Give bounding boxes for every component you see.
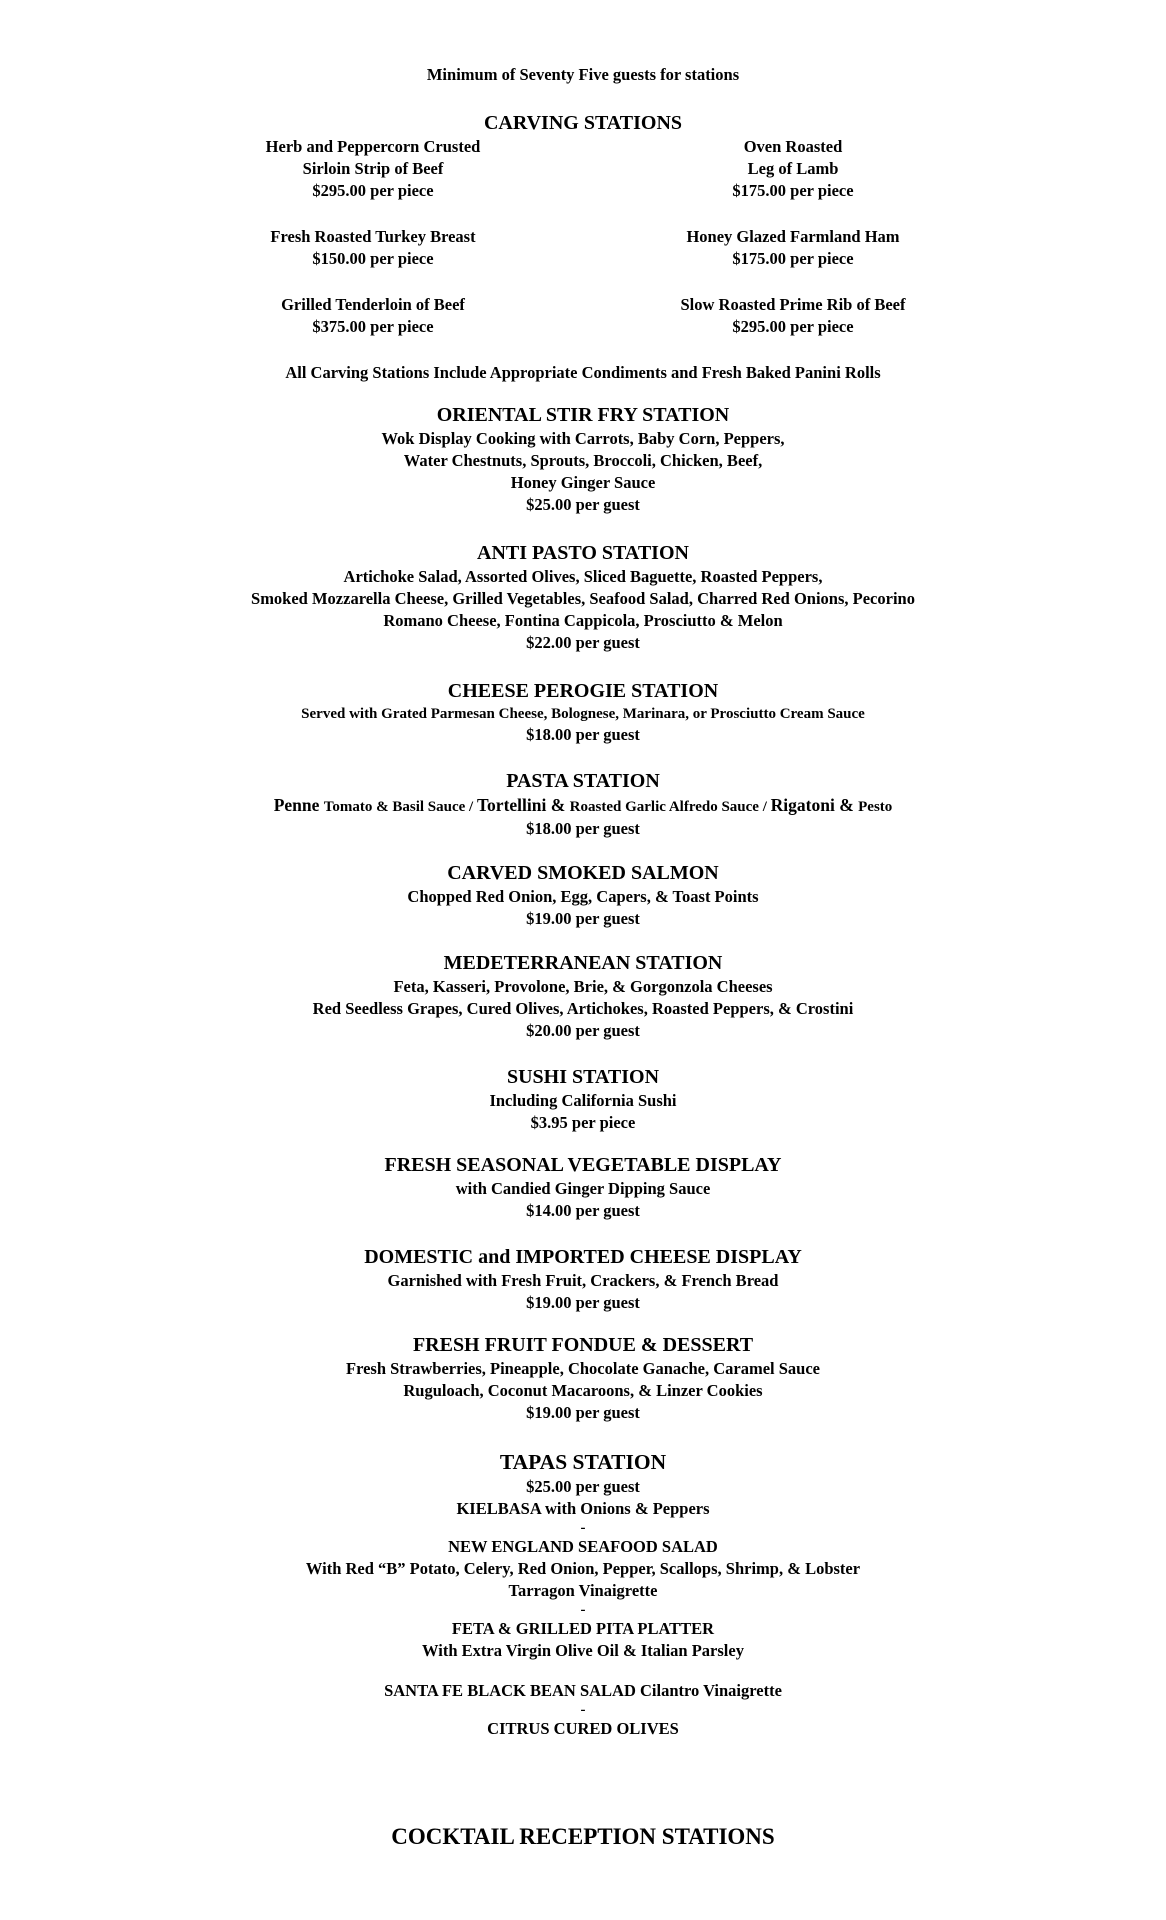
station-title: FRESH FRUIT FONDUE & DESSERT [412, 1334, 754, 1356]
station-title: CARVED SMOKED SALMON [447, 862, 719, 884]
station-line: Served with Grated Parmesan Cheese, Bolognese, Marinara, or Prosciutto Cream Sauce [301, 706, 865, 722]
station-oriental-stir-fry [0, 402, 1166, 516]
station-line: Red Seedless Grapes, Cured Olives, Artichokes, Roasted Peppers, & Crostini [312, 999, 854, 1018]
station-title: SUSHI STATION [506, 1066, 660, 1088]
carving-stations-title: CARVING STATIONS [483, 112, 683, 134]
station-price: $19.00 per guest [526, 1293, 640, 1312]
station-title: PASTA STATION [506, 770, 660, 792]
separator-dash: - [580, 1702, 586, 1718]
min-guests-note: Minimum of Seventy Five guests for stations [426, 65, 740, 84]
station-pasta [0, 768, 1166, 840]
station-line: Smoked Mozzarella Cheese, Grilled Vegetables, Seafood Salad, Charred Red Onions, Pecorino [251, 589, 915, 608]
carving-item-leg-of-lamb [583, 136, 1003, 202]
station-line: Including California Sushi [489, 1091, 677, 1110]
carving-item-name: Grilled Tenderloin of Beef [281, 295, 465, 314]
station-title: DOMESTIC and IMPORTED CHEESE DISPLAY [364, 1246, 802, 1268]
carving-item-name: Slow Roasted Prime Rib of Beef [680, 295, 906, 314]
pasta-segment: Roasted Garlic Alfredo Sauce / [569, 799, 771, 815]
station-price: $19.00 per guest [526, 909, 640, 928]
separator-dash: - [580, 1520, 586, 1536]
station-line: with Candied Ginger Dipping Sauce [455, 1179, 711, 1198]
carving-item-price: $150.00 per piece [312, 249, 434, 268]
station-line: Wok Display Cooking with Carrots, Baby Corn, Peppers, [381, 429, 785, 448]
carving-item-name: Oven Roasted [743, 137, 843, 156]
carving-item-sirloin [163, 136, 583, 202]
station-line: Feta, Kasseri, Provolone, Brie, & Gorgonzola Cheeses [393, 977, 773, 996]
carving-footnote: All Carving Stations Include Appropriate Condiments and Fresh Baked Panini Rolls [285, 363, 881, 382]
station-line: Water Chestnuts, Sprouts, Broccoli, Chicken, Beef, [403, 451, 763, 470]
carving-item-ham [583, 226, 1003, 270]
station-fruit-fondue [0, 1332, 1166, 1424]
tapas-entry-desc: With Extra Virgin Olive Oil & Italian Parsley [422, 1641, 744, 1660]
station-line: Garnished with Fresh Fruit, Crackers, & French Bread [387, 1271, 779, 1290]
station-carved-smoked-salmon [0, 860, 1166, 930]
tapas-entry-desc: Tarragon Vinaigrette [508, 1581, 658, 1600]
tapas-entry-citrus-olives: CITRUS CURED OLIVES [487, 1719, 679, 1738]
station-price: $22.00 per guest [526, 633, 640, 652]
pasta-segment: Pesto [858, 799, 893, 815]
carving-item-name: Fresh Roasted Turkey Breast [270, 227, 476, 246]
carving-item-price: $295.00 per piece [312, 181, 434, 200]
separator-dash: - [580, 1602, 586, 1618]
station-line: Fresh Strawberries, Pineapple, Chocolate Ganache, Caramel Sauce [345, 1359, 820, 1378]
station-price: $20.00 per guest [526, 1021, 640, 1040]
pasta-segment: Penne [273, 795, 324, 815]
station-price: $19.00 per guest [526, 1403, 640, 1422]
station-line: Chopped Red Onion, Egg, Capers, & Toast Points [407, 887, 759, 906]
cocktail-reception-title: COCKTAIL RECEPTION STATIONS [391, 1824, 775, 1849]
station-line: Romano Cheese, Fontina Cappicola, Prosciutto & Melon [383, 611, 783, 630]
carving-item-price: $175.00 per piece [732, 181, 854, 200]
station-title: ANTI PASTO STATION [477, 542, 689, 564]
station-tapas [0, 1448, 1166, 1740]
tapas-entry-kielbasa: KIELBASA with Onions & Peppers [456, 1499, 710, 1518]
carving-item-name: Herb and Peppercorn Crusted [265, 137, 481, 156]
station-line [0, 794, 1166, 818]
carving-stations-section [0, 110, 1166, 384]
station-price: $25.00 per guest [526, 1477, 640, 1496]
station-price: $14.00 per guest [526, 1201, 640, 1220]
station-title: FRESH SEASONAL VEGETABLE DISPLAY [384, 1154, 782, 1176]
tapas-entry-black-bean-salad: SANTA FE BLACK BEAN SALAD Cilantro Vinaigrette [384, 1681, 782, 1700]
station-vegetable-display [0, 1152, 1166, 1222]
station-line: Ruguloach, Coconut Macaroons, & Linzer Cookies [403, 1381, 763, 1400]
pasta-segment: Tortellini & [476, 795, 570, 815]
carving-item-turkey [163, 226, 583, 270]
station-sushi [0, 1064, 1166, 1134]
pasta-segment: Tomato & Basil Sauce / [323, 799, 477, 815]
station-mediterranean [0, 950, 1166, 1042]
station-price: $18.00 per guest [526, 819, 640, 838]
carving-item-price: $295.00 per piece [732, 317, 854, 336]
station-line: Artichoke Salad, Assorted Olives, Sliced Baguette, Roasted Peppers, [343, 567, 823, 586]
station-cheese-perogie [0, 678, 1166, 746]
carving-item-name: Honey Glazed Farmland Ham [686, 227, 900, 246]
carving-item-price: $375.00 per piece [312, 317, 434, 336]
station-price: $18.00 per guest [526, 725, 640, 744]
tapas-entry-desc: With Red “B” Potato, Celery, Red Onion, Pepper, Scallops, Shrimp, & Lobster [305, 1559, 861, 1578]
carving-items-grid [163, 136, 1003, 338]
pasta-segment: Rigatoni & [770, 795, 859, 815]
station-title: MEDETERRANEAN STATION [443, 952, 723, 974]
station-title: TAPAS STATION [499, 1450, 667, 1474]
station-title: CHEESE PEROGIE STATION [447, 680, 719, 702]
carving-item-name: Sirloin Strip of Beef [302, 159, 444, 178]
station-anti-pasto [0, 540, 1166, 654]
station-price: $25.00 per guest [526, 495, 640, 514]
station-price: $3.95 per piece [530, 1113, 636, 1132]
carving-item-prime-rib [583, 294, 1003, 338]
station-cheese-display [0, 1244, 1166, 1314]
carving-item-tenderloin [163, 294, 583, 338]
tapas-entry-feta-pita: FETA & GRILLED PITA PLATTER [451, 1619, 715, 1638]
station-line: Honey Ginger Sauce [510, 473, 656, 492]
tapas-entry-seafood-salad: NEW ENGLAND SEAFOOD SALAD [448, 1537, 718, 1556]
station-title: ORIENTAL STIR FRY STATION [436, 404, 730, 426]
carving-item-name: Leg of Lamb [747, 159, 839, 178]
carving-item-price: $175.00 per piece [732, 249, 854, 268]
